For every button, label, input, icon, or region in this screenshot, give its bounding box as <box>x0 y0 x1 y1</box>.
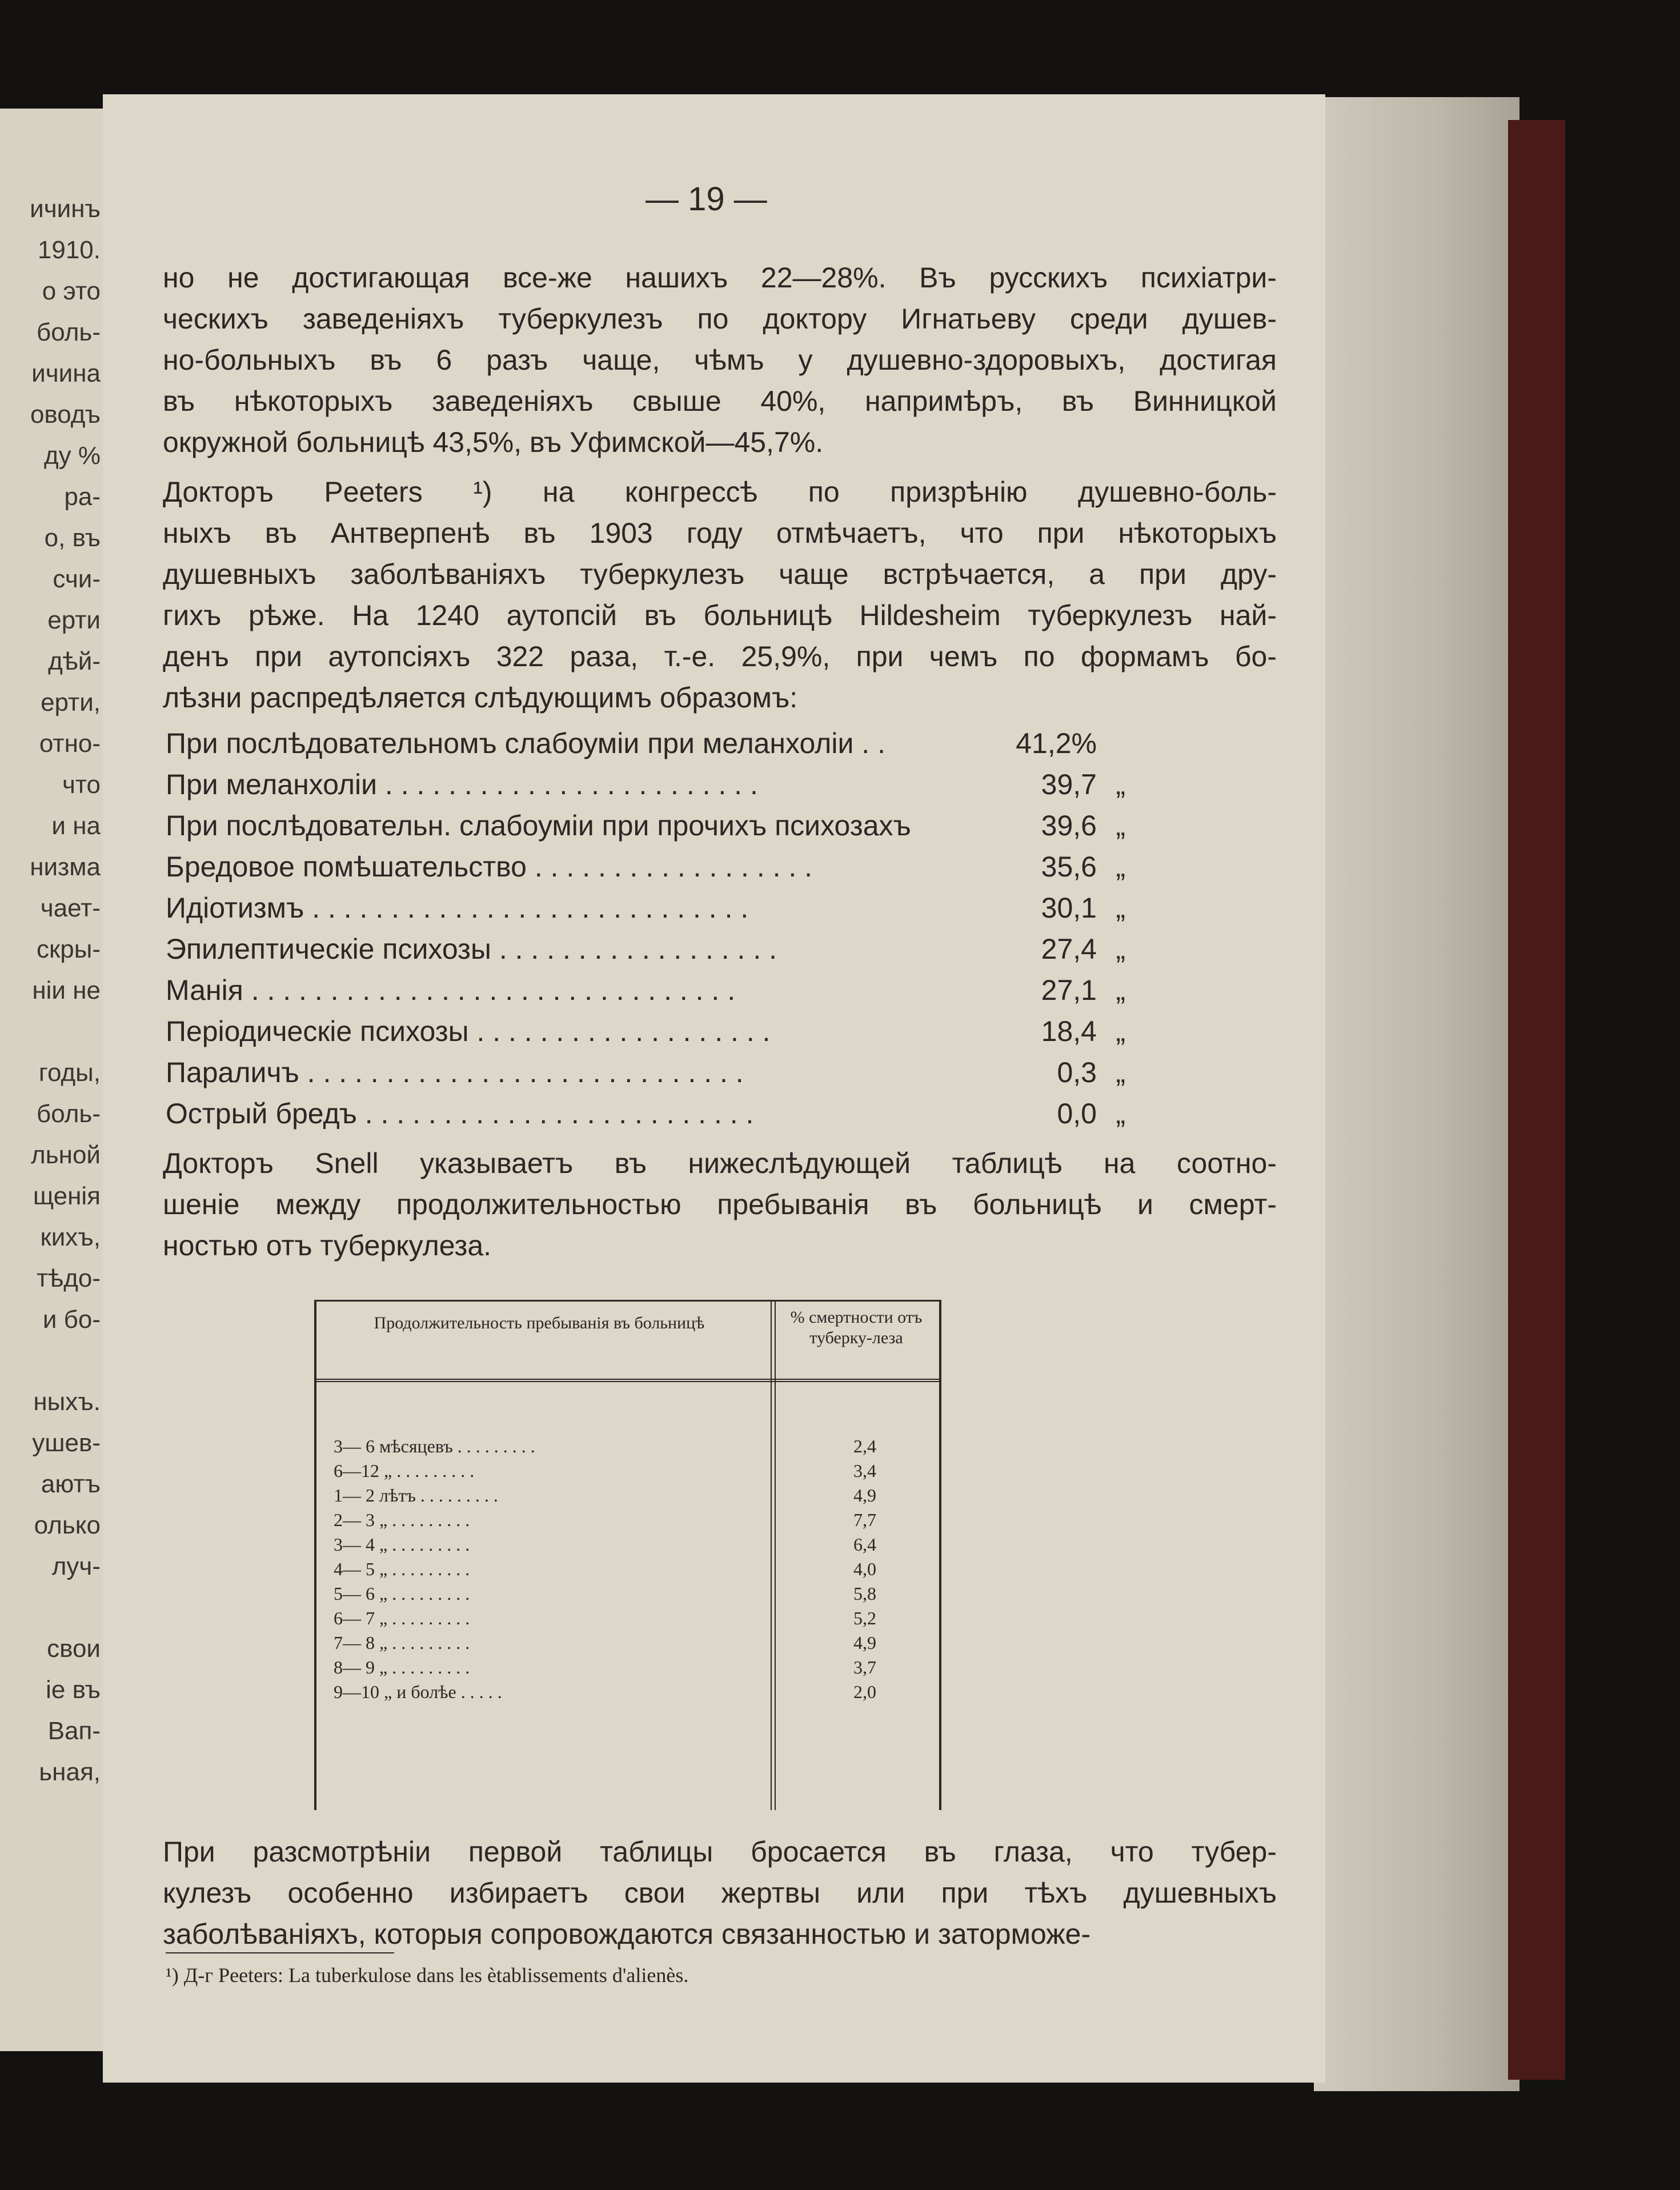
table-row <box>334 1434 928 1458</box>
text-line: ныхъ въ Антверпенѣ въ 1903 году отмѣчаетъ, что при нѣкоторыхъ <box>163 517 1277 549</box>
left-margin-fragment <box>0 1011 109 1052</box>
left-margin-fragment: кихъ, <box>40 1223 101 1251</box>
text-line: гихъ рѣже. На 1240 аутопсій въ больницѣ Hildesheim туберкулезъ най- <box>163 599 1277 631</box>
mortality-cell: 5,8 <box>853 1583 876 1604</box>
list-item <box>166 928 1125 970</box>
form-percent: 0,3 <box>1057 1056 1097 1088</box>
form-percent: 39,7 <box>1041 768 1097 800</box>
paragraph-3 <box>163 1143 1277 1266</box>
ditto-mark: „ <box>1116 768 1125 800</box>
left-margin-fragment: тѣдо- <box>37 1264 101 1292</box>
form-name: Бредовое помѣшательство . . . . . . . . . . . . . . . . . . <box>166 851 813 883</box>
form-name: Острый бредъ . . . . . . . . . . . . . . . . . . . . . . . . . <box>166 1098 754 1130</box>
left-margin-fragment: и на <box>51 812 101 840</box>
form-percent: 27,4 <box>1041 933 1097 965</box>
form-percent: 41,2% <box>1016 727 1097 759</box>
table-header-duration: Продолжительность пребыванія въ больницѣ <box>374 1314 705 1332</box>
form-name: Параличъ . . . . . . . . . . . . . . . . . . . . . . . . . . . . <box>166 1056 744 1088</box>
text-line: шеніе между продолжительностью пребыванія въ больницѣ и смерт- <box>163 1188 1277 1220</box>
form-name: При меланхоліи . . . . . . . . . . . . . . . . . . . . . . . . <box>166 768 758 800</box>
form-percent: 18,4 <box>1041 1015 1097 1047</box>
book-page-edges <box>1314 97 1519 2091</box>
table-row <box>334 1532 928 1556</box>
period-cell: 6— 7 „ . . . . . . . . . <box>334 1608 470 1628</box>
form-name: Идіотизмъ . . . . . . . . . . . . . . . . . . . . . . . . . . . . <box>166 892 749 924</box>
paragraph-1 <box>163 257 1277 463</box>
footnote-rule <box>166 1952 394 1953</box>
form-name: Эпилептическіе психозы . . . . . . . . . . . . . . . . . . <box>166 933 777 965</box>
list-item <box>166 723 1125 764</box>
left-margin-fragment: о, въ <box>44 524 101 552</box>
footnote: ¹) Д-г Peeters: La tuberkulose dans les ètablissements d'alienès. <box>166 1964 689 1987</box>
mortality-cell: 4,9 <box>853 1632 876 1653</box>
left-margin-fragment: олько <box>34 1511 101 1539</box>
form-name: Манія . . . . . . . . . . . . . . . . . . . . . . . . . . . . . . . <box>166 974 736 1006</box>
table-header <box>316 1302 939 1382</box>
left-margin-fragment: боль- <box>37 1100 101 1128</box>
page-number: — 19 — <box>645 181 767 218</box>
left-margin-fragment: ра- <box>64 483 101 511</box>
ditto-mark: „ <box>1116 892 1125 924</box>
mortality-cell: 6,4 <box>853 1534 876 1555</box>
paragraph-2 <box>163 471 1277 718</box>
left-margin-fragment: отно- <box>39 730 101 758</box>
table-row <box>334 1483 928 1507</box>
table-row <box>334 1508 928 1532</box>
period-cell: 4— 5 „ . . . . . . . . . <box>334 1559 470 1579</box>
text-line: но не достигающая все-же нашихъ 22—28%. Въ русскихъ психіатри- <box>163 262 1277 294</box>
tuberculosis-by-form-list <box>166 723 1125 1134</box>
ditto-mark: „ <box>1116 933 1125 965</box>
left-margin-fragment: ду % <box>43 442 101 470</box>
text-line: ческихъ заведеніяхъ туберкулезъ по доктору Игнатьеву среди душев- <box>163 303 1277 335</box>
text-line: окружной больницѣ 43,5%, въ Уфимской—45,7%. <box>163 426 824 458</box>
left-margin-fragment: ушев- <box>32 1429 101 1457</box>
left-margin-fragment: боль- <box>37 318 101 346</box>
text-line: но-больныхъ въ 6 разъ чаще, чѣмъ у душевно-здоровыхъ, достигая <box>163 344 1277 376</box>
form-percent: 39,6 <box>1041 810 1097 842</box>
table-row <box>334 1606 928 1630</box>
left-margin-fragment: чает- <box>40 894 101 922</box>
table-row <box>334 1655 928 1679</box>
text-line: душевныхъ заболѣваніяхъ туберкулезъ чаще встрѣчается, а при дру- <box>163 558 1277 590</box>
form-percent: 27,1 <box>1041 974 1097 1006</box>
ditto-mark: „ <box>1116 1098 1125 1130</box>
text-line: заболѣваніяхъ, которыя сопровождаются связанностью и заторможе- <box>163 1918 1091 1950</box>
left-margin-fragment: счи- <box>53 565 101 593</box>
list-item <box>166 1093 1125 1134</box>
table-row <box>334 1631 928 1655</box>
left-margin-fragment: ніи не <box>32 976 101 1004</box>
table-row <box>334 1680 928 1704</box>
list-item <box>166 846 1125 887</box>
period-cell: 3— 6 мѣсяцевъ . . . . . . . . . <box>334 1436 535 1456</box>
left-margin-fragment <box>0 1340 109 1382</box>
mortality-cell: 2,4 <box>853 1436 876 1456</box>
text-line: Докторъ Snell указываетъ въ нижеслѣдующей таблицѣ на соотно- <box>163 1147 1277 1179</box>
list-item <box>166 805 1125 846</box>
mortality-cell: 5,2 <box>853 1608 876 1628</box>
left-margin-fragment: свои <box>47 1635 101 1663</box>
left-margin-fragment: іе въ <box>46 1676 101 1704</box>
mortality-cell: 4,9 <box>853 1485 876 1506</box>
form-name: Періодическіе психозы . . . . . . . . . . . . . . . . . . . <box>166 1015 771 1047</box>
ditto-mark: „ <box>1116 1015 1125 1047</box>
left-margin-fragment: 1910. <box>37 236 101 264</box>
left-margin-fragment: и бо- <box>42 1306 101 1334</box>
period-cell: 6—12 „ . . . . . . . . . <box>334 1460 475 1481</box>
left-page-margin-text <box>0 189 109 1793</box>
left-margin-fragment: ичинъ <box>30 195 101 223</box>
left-margin-fragment: льной <box>31 1141 101 1169</box>
book-cover <box>1508 120 1565 2080</box>
left-margin-fragment: Вап- <box>47 1717 101 1745</box>
left-margin-fragment: ичина <box>31 359 101 387</box>
ditto-mark: „ <box>1116 974 1125 1006</box>
paragraph-4 <box>163 1831 1277 1955</box>
left-margin-fragment: что <box>62 771 101 799</box>
mortality-cell: 7,7 <box>853 1510 876 1530</box>
text-line: ностью отъ туберкулеза. <box>163 1230 492 1262</box>
mortality-cell: 3,4 <box>853 1460 876 1481</box>
text-line: кулезъ особенно избираетъ свои жертвы или при тѣхъ душевныхъ <box>163 1877 1277 1909</box>
period-cell: 7— 8 „ . . . . . . . . . <box>334 1632 470 1653</box>
form-name: При послѣдовательн. слабоуміи при прочихъ психозахъ <box>166 810 911 842</box>
text-line: При разсмотрѣніи первой таблицы бросается въ глаза, что тубер- <box>163 1836 1277 1868</box>
period-cell: 2— 3 „ . . . . . . . . . <box>334 1510 470 1530</box>
table-row <box>334 1557 928 1581</box>
left-margin-fragment: скры- <box>37 935 101 963</box>
period-cell: 9—10 „ и болѣе . . . . . <box>334 1681 502 1702</box>
text-line: денъ при аутопсіяхъ 322 раза, т.-е. 25,9%, при чемъ по формамъ бо- <box>163 640 1277 672</box>
list-item <box>166 764 1125 805</box>
list-item <box>166 1011 1125 1052</box>
mortality-cell: 4,0 <box>853 1559 876 1579</box>
left-margin-fragment: оводъ <box>30 401 101 429</box>
left-margin-fragment: дѣй- <box>48 647 101 675</box>
form-percent: 35,6 <box>1041 851 1097 883</box>
text-line: Докторъ Peeters ¹) на конгрессѣ по призрѣнію душевно-боль- <box>163 476 1277 508</box>
left-margin-fragment: щенія <box>33 1182 101 1210</box>
table-header-mortality: % смертности отъ туберку-леза <box>790 1308 923 1347</box>
left-margin-fragment: луч- <box>51 1552 101 1580</box>
text-line: лѣзни распредѣляется слѣдующимъ образомъ: <box>163 682 798 714</box>
mortality-cell: 3,7 <box>853 1657 876 1677</box>
left-margin-fragment: годы, <box>38 1059 101 1087</box>
ditto-mark: „ <box>1116 851 1125 883</box>
left-margin-fragment: ерти, <box>41 688 101 716</box>
left-margin-fragment: ьная, <box>39 1758 101 1786</box>
form-percent: 0,0 <box>1057 1098 1097 1130</box>
left-margin-fragment: ерти <box>47 606 101 634</box>
form-percent: 30,1 <box>1041 892 1097 924</box>
left-margin-fragment: низма <box>30 853 101 881</box>
table-row <box>334 1459 928 1483</box>
mortality-cell: 2,0 <box>853 1681 876 1702</box>
form-name: При послѣдовательномъ слабоуміи при меланхоліи . . <box>166 727 885 759</box>
left-margin-fragment <box>0 1587 109 1628</box>
text-line: въ нѣкоторыхъ заведеніяхъ свыше 40%, напримѣръ, въ Винницкой <box>163 385 1277 417</box>
stay-duration-mortality-table <box>314 1300 941 1810</box>
table-row <box>334 1582 928 1606</box>
list-item <box>166 887 1125 928</box>
left-margin-fragment: о это <box>42 277 101 305</box>
ditto-mark: „ <box>1116 1056 1125 1088</box>
list-item <box>166 1052 1125 1093</box>
left-margin-fragment: ныхъ. <box>33 1388 101 1416</box>
left-margin-fragment: аютъ <box>41 1470 101 1498</box>
period-cell: 1— 2 лѣтъ . . . . . . . . . <box>334 1485 498 1506</box>
period-cell: 3— 4 „ . . . . . . . . . <box>334 1534 470 1555</box>
period-cell: 8— 9 „ . . . . . . . . . <box>334 1657 470 1677</box>
ditto-mark <box>1097 723 1125 764</box>
ditto-mark: „ <box>1116 810 1125 842</box>
period-cell: 5— 6 „ . . . . . . . . . <box>334 1583 470 1604</box>
list-item <box>166 970 1125 1011</box>
page <box>103 94 1325 2083</box>
